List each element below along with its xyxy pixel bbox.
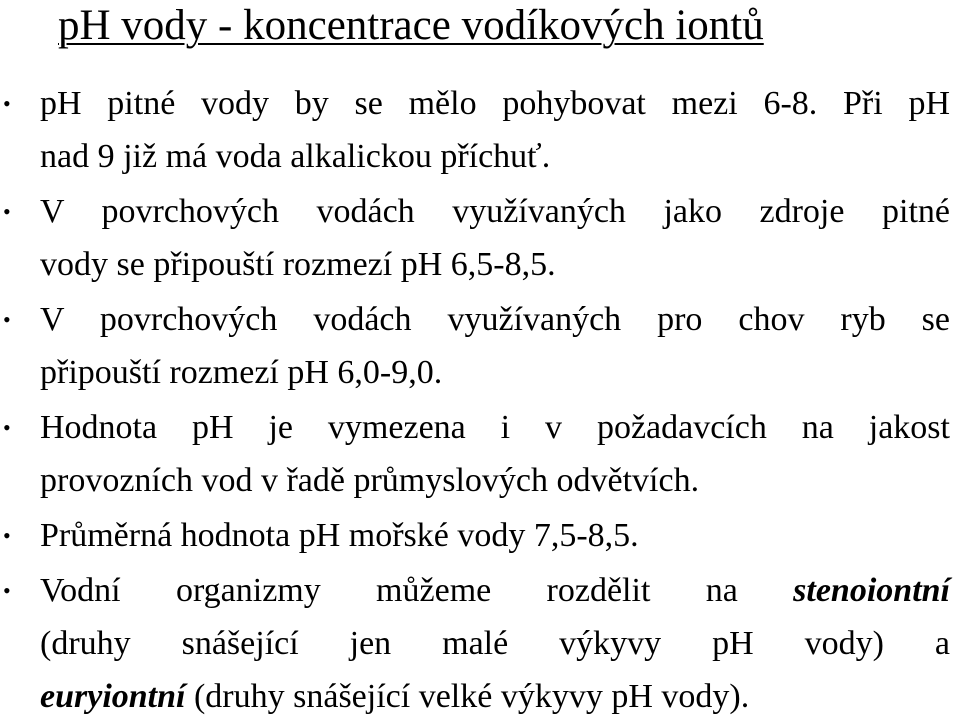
- bullet-icon: •: [3, 415, 11, 440]
- bullet-text-line: (druhy snášející jen malé výkyvy pH vody) a: [40, 625, 950, 662]
- bullet-text-line: pH pitné vody by se mělo pohybovat mezi 6-8. Při pH: [40, 85, 950, 122]
- bullet-text: (druhy snášející velké výkyvy pH vody).: [185, 678, 750, 715]
- term-euryiontni: euryiontní: [40, 678, 186, 715]
- bullet-icon: •: [3, 578, 11, 603]
- bullet-text-line: V povrchových vodách využívaných pro chov ryb se: [40, 301, 950, 338]
- bullet-item: [0, 185, 960, 291]
- term-stenoiontni: stenoiontní: [793, 572, 950, 609]
- bullet-icon: •: [3, 307, 11, 332]
- bullet-text-line: Hodnota pH je vymezena i v požadavcích na jakost: [40, 409, 950, 446]
- bullet-text-line: [40, 670, 950, 723]
- bullet-item: [0, 77, 960, 183]
- bullet-text-line: Průměrná hodnota pH mořské vody 7,5-8,5.: [40, 517, 639, 554]
- bullet-item: [0, 509, 960, 562]
- bullet-text: Vodní organizmy můžeme rozdělit na: [40, 572, 794, 609]
- bullet-icon: •: [3, 523, 11, 548]
- bullet-icon: •: [3, 199, 11, 224]
- bullet-item: [0, 401, 960, 507]
- bullet-text-line: V povrchových vodách využívaných jako zdroje pitné: [40, 193, 950, 230]
- bullet-text-line: připouští rozmezí pH 6,0-9,0.: [40, 354, 443, 391]
- bullet-text-line: nad 9 již má voda alkalickou příchuť.: [40, 138, 551, 175]
- bullet-icon: •: [3, 91, 11, 116]
- bullet-text-line: provozních vod v řadě průmyslových odvětvích.: [40, 462, 700, 499]
- bullet-item: [0, 293, 960, 399]
- bullet-text-line: vody se připouští rozmezí pH 6,5-8,5.: [40, 246, 556, 283]
- bullet-text-line: [40, 564, 950, 617]
- bullet-item: [0, 564, 960, 723]
- slide-title: pH vody - koncentrace vodíkových iontů: [58, 2, 764, 49]
- bullet-list: [0, 77, 960, 723]
